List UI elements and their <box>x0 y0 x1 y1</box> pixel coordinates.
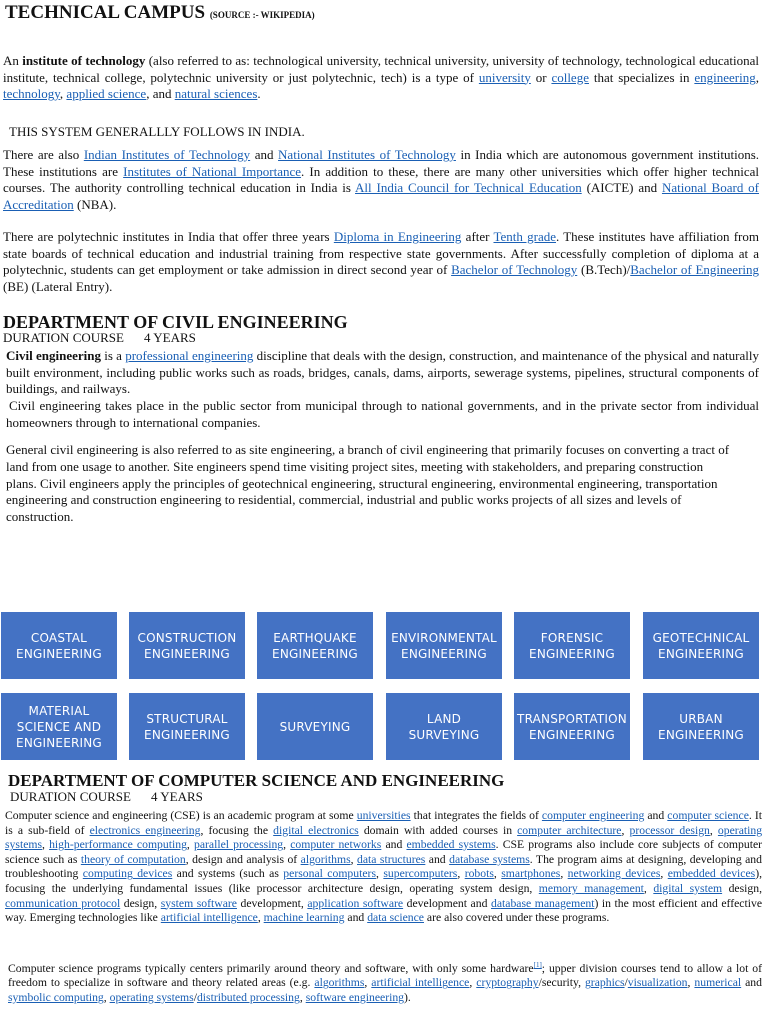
link-digital-system[interactable]: digital system <box>653 881 723 895</box>
tile-geotechnical-engineering[interactable]: GEOTECHNICAL ENGINEERING <box>643 612 759 679</box>
link-university[interactable]: university <box>478 69 531 85</box>
tile-environmental-engineering[interactable]: ENVIRONMENTAL ENGINEERING <box>386 612 502 679</box>
cse-paragraph-1: Computer science and engineering (CSE) is an academic program at some universities that integrates the fields of computer engineering and computer science. It is a sub-field of electronics engineering, focusing the digital electronics domain with added courses in computer architecture, processor design, operating systems, high-performance computing, parallel processing, computer networks and embedded systems. CSE programs also include core subjects of computer science such as theory of computation, design and analysis of algorithms, data structures and database systems. The program aims at designing, developing and troubleshooting computing devices and systems (such as personal computers, supercomputers, robots, smartphones, networking devices, embedded devices), focusing the underlying fundamental issues (like processor architecture design, operating system design, memory management, digital system design, communication protocol design, system software development, application software development and database management) in the most efficient and effective way. Emerging technologies like artificial intelligence, machine learning and data science are also covered under these programs. <box>5 809 763 925</box>
tile-transportation-engineering[interactable]: TRANSPORTATION ENGINEERING <box>514 693 630 760</box>
link-btech[interactable]: Bachelor of Technology <box>451 262 578 278</box>
link-application-software[interactable]: application software <box>307 896 404 910</box>
tile-material-science[interactable]: MATERIAL SCIENCE AND ENGINEERING <box>1 693 117 760</box>
link-artificial-intelligence[interactable]: artificial intelligence <box>160 911 258 925</box>
link-diploma[interactable]: Diploma in Engineering <box>333 229 462 244</box>
link-algorithms-2[interactable]: algorithms <box>314 976 365 990</box>
link-artificial-intelligence-2[interactable]: artificial intelligence <box>371 976 470 990</box>
link-graphics[interactable]: graphics <box>584 976 625 990</box>
link-software-engineering[interactable]: software engineering <box>305 991 405 1005</box>
link-robots[interactable]: robots <box>464 867 494 881</box>
cse-paragraph-2: Computer science programs typically centers primarily around theory and software, with only some hardware[1]; upper division courses tend to allow a lot of freedom to specialize in software and theory related areas (e.g. algorithms, artificial intelligence, cryptography/security, graphics/visualization, numerical and symbolic computing, operating systems/distributed processing, software engineering). <box>8 961 762 1005</box>
link-theory-of-computation[interactable]: theory of computation <box>80 852 186 866</box>
link-processor-design[interactable]: processor design <box>629 823 710 837</box>
link-professional-engineering[interactable]: professional engineering <box>125 348 254 363</box>
tile-construction-engineering[interactable]: CONSTRUCTION ENGINEERING <box>129 612 245 679</box>
link-distributed-processing[interactable]: distributed processing <box>196 991 300 1005</box>
link-nit[interactable]: National Institutes of Technology <box>278 147 456 162</box>
system-note: THIS SYSTEM GENERALLLY FOLLOWS IN INDIA. <box>9 124 305 139</box>
title-text: TECHNICAL CAMPUS <box>5 2 206 23</box>
link-operating-systems[interactable]: operating systems <box>5 823 763 852</box>
india-paragraph: There are also Indian Institutes of Technology and National Institutes of Technology in India which are autonomous government institutions. These institutions are Institutes of National Importance. In addition to these, there are many other universities which offer higher technical courses. The authority controlling technical education in India is All India Council for Technical Education (AICTE) and National Board of Accreditation (NBA). <box>3 147 760 212</box>
link-universities[interactable]: universities <box>356 809 411 822</box>
tile-forensic-engineering[interactable]: FORENSIC ENGINEERING <box>514 612 630 679</box>
link-operating-systems-2[interactable]: operating systems <box>109 991 194 1005</box>
link-computer-architecture[interactable]: computer architecture <box>517 823 622 837</box>
link-smartphones[interactable]: smartphones <box>501 867 561 881</box>
cse-heading: DEPARTMENT OF COMPUTER SCIENCE AND ENGINEERING <box>8 771 505 790</box>
bold-term: Civil engineering <box>6 348 101 363</box>
link-data-structures[interactable]: data structures <box>357 852 426 866</box>
link-technology[interactable]: technology <box>3 86 60 102</box>
civil-paragraph-2: Civil engineering takes place in the public sector from municipal through to national governments, and in the private sector from individual homeowners through to international companies. <box>6 398 759 430</box>
link-computer-science[interactable]: computer science <box>667 809 749 822</box>
civil-branches-grid <box>0 612 768 762</box>
link-system-software[interactable]: system software <box>160 896 237 910</box>
link-communication-protocol[interactable]: communication protocol <box>5 896 121 910</box>
link-hpc[interactable]: high-performance computing <box>49 838 187 852</box>
tile-surveying[interactable]: SURVEYING <box>257 693 373 760</box>
link-digital-electronics[interactable]: digital electronics <box>273 823 359 837</box>
link-computer-networks[interactable]: computer networks <box>290 838 382 852</box>
link-data-science[interactable]: data science <box>367 911 424 925</box>
link-iit[interactable]: Indian Institutes of Technology <box>83 147 251 162</box>
link-memory-management[interactable]: memory management <box>538 881 644 895</box>
link-symbolic-computing[interactable]: symbolic computing <box>8 991 104 1005</box>
link-embedded-devices[interactable]: embedded devices <box>667 867 756 881</box>
link-database-systems[interactable]: database systems <box>449 852 530 866</box>
link-visualization[interactable]: visualization <box>627 976 688 990</box>
link-engineering[interactable]: engineering <box>694 69 756 85</box>
link-cryptography[interactable]: cryptography <box>476 976 539 990</box>
cse-duration: DURATION COURSE 4 YEARS <box>10 789 203 804</box>
link-ini[interactable]: Institutes of National Importance <box>123 163 302 179</box>
tile-coastal-engineering[interactable]: COASTAL ENGINEERING <box>1 612 117 679</box>
link-numerical[interactable]: numerical <box>694 976 742 990</box>
link-personal-computers[interactable]: personal computers <box>283 867 376 881</box>
link-embedded-systems[interactable]: embedded systems <box>406 838 496 852</box>
link-applied-science[interactable]: applied science <box>66 86 147 102</box>
link-computing-devices[interactable]: computing devices <box>82 867 173 881</box>
tile-earthquake-engineering[interactable]: EARTHQUAKE ENGINEERING <box>257 612 373 679</box>
civil-heading: DEPARTMENT OF CIVIL ENGINEERING <box>3 312 348 332</box>
link-electronics-engineering[interactable]: electronics engineering <box>89 823 201 837</box>
link-supercomputers[interactable]: supercomputers <box>383 867 458 881</box>
document-title <box>5 2 315 24</box>
citation-1[interactable]: [1] <box>533 961 542 969</box>
link-be[interactable]: Bachelor of Engineering <box>630 262 760 278</box>
tile-urban-engineering[interactable]: URBAN ENGINEERING <box>643 693 759 760</box>
tile-land-surveying[interactable]: LAND SURVEYING <box>386 693 502 760</box>
link-parallel-processing[interactable]: parallel processing <box>193 838 284 852</box>
civil-paragraph-3: General civil engineering is also referred to as site engineering, a branch of civil engineering that primarily focuses on converting a tract of land from one usage to another. Site engineers spend time visiting project sites, meeting with stakeholders, and preparing construction plans. Civil engineers apply the principles of geotechnical engineering, structural engineering, environmental engineering, transportation engineering and construction engineering to residential, commercial, industrial and public works projects of all sizes and levels of construction. <box>6 442 730 525</box>
source-note: (SOURCE :- WIKIPEDIA) <box>209 10 315 20</box>
polytechnic-paragraph: There are polytechnic institutes in India that offer three years Diploma in Engineering after Tenth grade. These institutes have affiliation from state boards of technical education and industrial training from respective state governments. After successfully completion of diploma at a polytechnic, students can get employment or take admission in direct second year of Bachelor of Technology (B.Tech)/Bachelor of Engineering (BE) (Lateral Entry). <box>3 229 760 294</box>
link-networking-devices[interactable]: networking devices <box>567 867 661 881</box>
link-natural-sciences[interactable]: natural sciences <box>174 86 258 102</box>
civil-paragraph-1: Civil engineering is a professional engineering discipline that deals with the design, construction, and maintenance of the physical and naturally built environment, including public works such as roads, bridges, canals, dams, airports, sewerage systems, pipelines, structural components of buildings, and railways. <box>6 348 759 397</box>
link-computer-engineering[interactable]: computer engineering <box>541 809 645 822</box>
link-aicte[interactable]: All India Council for Technical Education <box>355 180 582 196</box>
bold-term: institute of technology <box>22 53 146 68</box>
link-college[interactable]: college <box>551 69 589 85</box>
link-tenth-grade[interactable]: Tenth grade <box>493 229 556 244</box>
intro-paragraph: An institute of technology (also referred to as: technological university, technical university, university of technology, technological educational institute, technical college, polytechnic university or just polytechnic, tech) is a type of university or college that specializes in engineering, technology, applied science, and natural sciences. <box>3 53 759 102</box>
link-database-management[interactable]: database management <box>490 896 595 910</box>
civil-duration: DURATION COURSE 4 YEARS <box>3 330 196 345</box>
link-nba[interactable]: National Board of Accreditation <box>3 180 760 212</box>
link-algorithms[interactable]: algorithms <box>300 852 351 866</box>
link-machine-learning[interactable]: machine learning <box>263 911 345 925</box>
tile-structural-engineering[interactable]: STRUCTURAL ENGINEERING <box>129 693 245 760</box>
